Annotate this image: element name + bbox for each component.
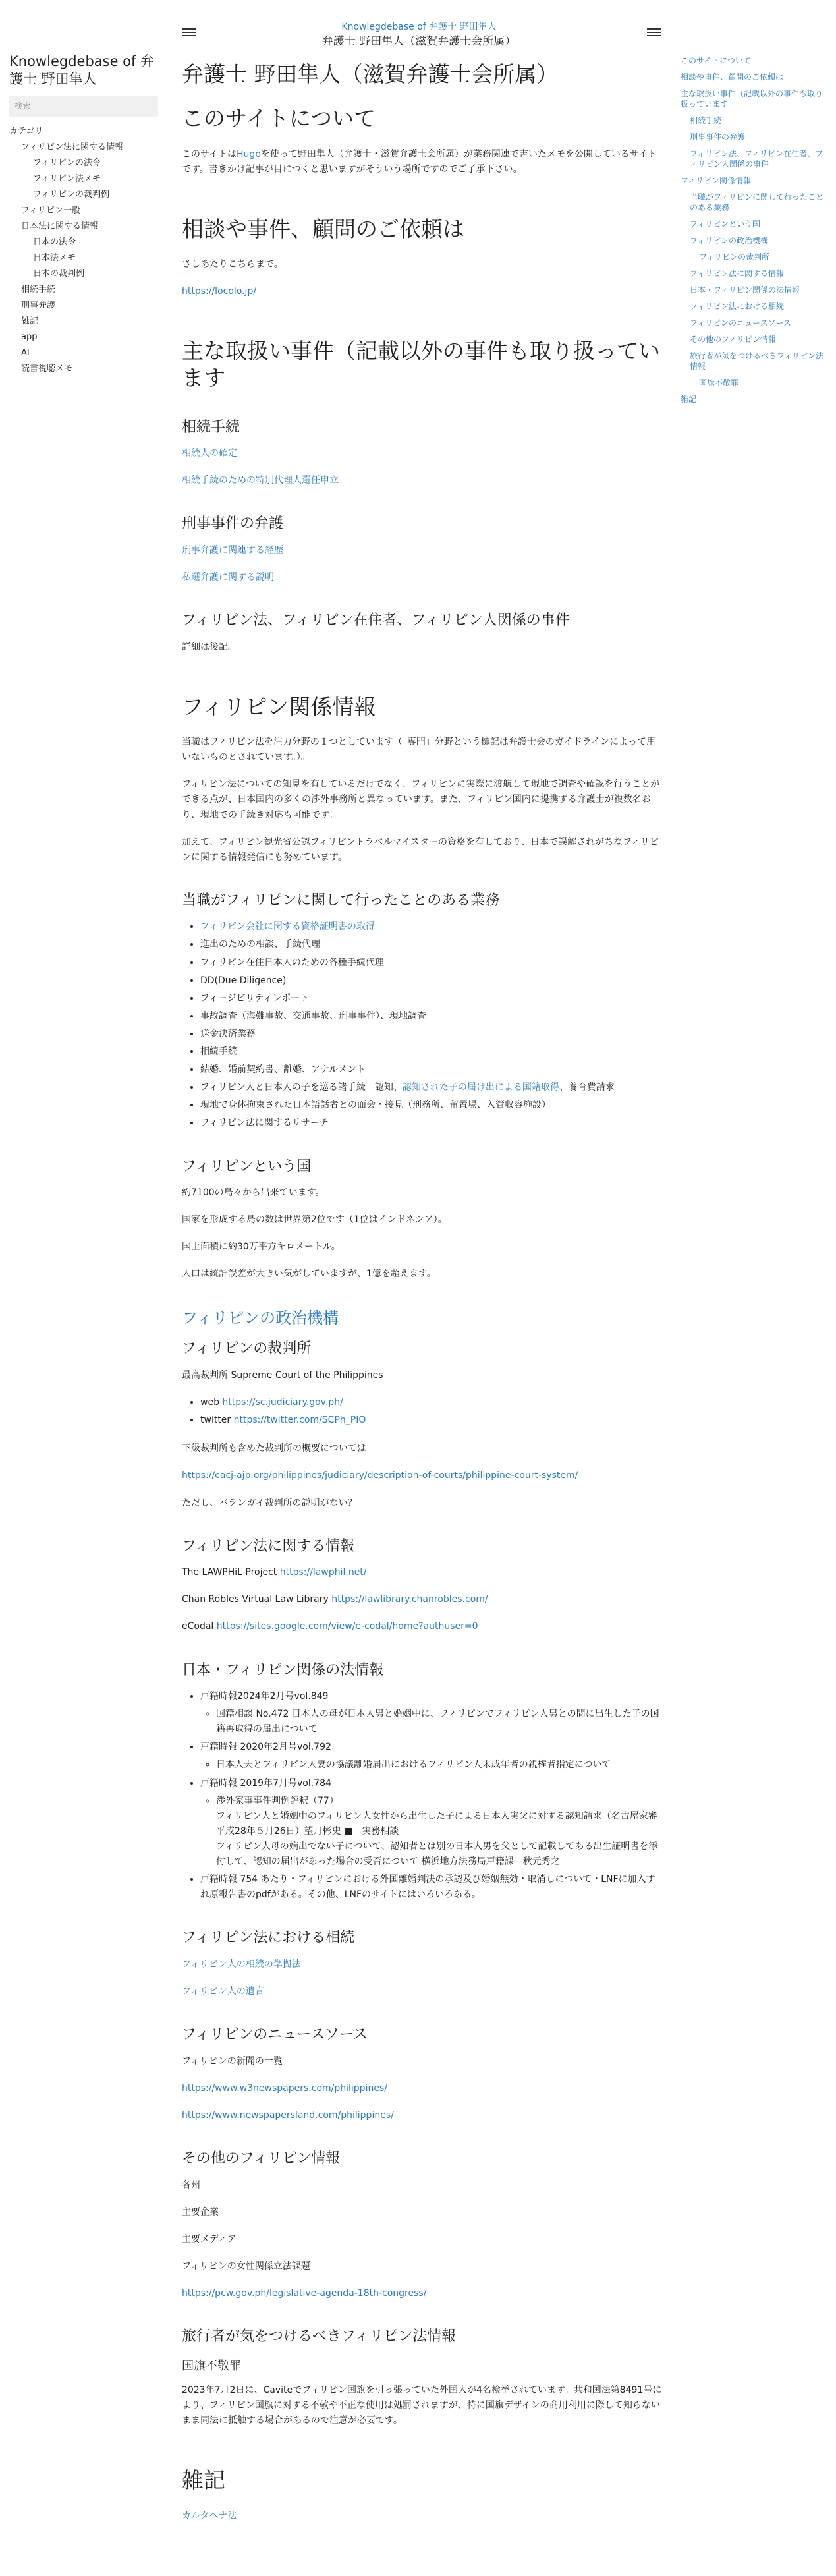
list-item: [200, 919, 663, 934]
list-item: • 送金決済業務: [200, 1027, 663, 1042]
court-paragraph-3: ただし、バランガイ裁判所の説明がない？: [182, 1497, 357, 1508]
nationality-acquisition-link[interactable]: 認知された子の届け出による国籍取得: [402, 1082, 559, 1093]
country-paragraph: 国家を形成する島の数は世界第2位です（1位はインドネシア）。: [182, 1215, 447, 1226]
criminal-link-1[interactable]: 刑事弁護に関連する経歴: [182, 545, 283, 556]
table-of-contents: [681, 55, 829, 411]
list-item: • フィージビリティレポート: [200, 991, 663, 1006]
list-item: ◦ 日本人夫とフィリピン人妻の協議離婚届出におけるフィリピン人未成年者の親権者指定について: [216, 1758, 663, 1773]
chanrobles-link[interactable]: https://lawlibrary.chanrobles.com/: [331, 1594, 488, 1605]
country-paragraph: 約7100の島々から出来ています。: [182, 1188, 325, 1199]
heading-philippines: フィリピン関係情報: [182, 693, 376, 720]
sidebar-item[interactable]: 日本の法令: [33, 237, 76, 247]
heading-politics-link[interactable]: フィリピンの政治機構: [182, 1309, 339, 1328]
contact-paragraph: さしあたりこちらまで。: [182, 258, 283, 270]
list-item: ◦ 国籍相談 No.472 日本人の母が日本人男と婚姻中に、フィリピンでフィリピン人男との間に出生した子の国籍再取得の届出について: [216, 1707, 663, 1737]
sidebar-item[interactable]: 相続手続: [21, 285, 56, 295]
sidebar-item[interactable]: 日本法に関する情報: [21, 221, 99, 231]
other-paragraph: 主要企業: [182, 2206, 219, 2218]
toc-item[interactable]: フィリピンのニュースソース: [690, 318, 791, 328]
heading-about: このサイトについて: [182, 105, 376, 132]
other-paragraph: 各州: [182, 2179, 200, 2190]
hugo-link[interactable]: Hugo: [237, 148, 261, 159]
sidebar-item[interactable]: 日本の裁判例: [33, 269, 85, 279]
toc-item[interactable]: フィリピン法、フィリピン在住者、フィリピン人関係の事件: [690, 149, 823, 169]
pcw-link[interactable]: https://pcw.gov.ph/legislative-agenda-18th-congress/: [182, 2287, 427, 2299]
court-twitter-link[interactable]: https://twitter.com/SCPh_PIO: [233, 1415, 366, 1426]
toc-item[interactable]: 国旗不敬罪: [699, 378, 739, 387]
list-item: • 相続手続: [200, 1045, 663, 1060]
heading-criminal: 刑事事件の弁護: [182, 515, 284, 532]
list-item: • 現地で身体拘束された日本語話者との面会・接見（刑務所、留置場、入管収容施設）: [200, 1098, 663, 1113]
law-source: Chan Robles Virtual Law Library https://lawlibrary.chanrobles.com/: [182, 1594, 488, 1605]
toc-item[interactable]: 雑記: [681, 395, 697, 404]
toc-item[interactable]: 当職がフィリピンに関して行ったことのある業務: [690, 192, 824, 212]
list-item: • 戸籍時報2024年2月号vol.849 ◦ 国籍相談 No.472 日本人の母が日本人男と婚姻中に、フィリピンでフィリピン人男との間に出生した子の国籍再取得の届出について: [200, 1689, 663, 1737]
toc-item[interactable]: 日本・フィリピン関係の法情報: [690, 285, 800, 295]
list-item: • 戸籍時報 754 あたり・フィリピンにおける外国離婚判決の承認及び婚姻無効・取消しについて・LNFに加入すれ原報告書のpdfがある。その他、LNFのサイトにはいろいろある。: [200, 1872, 663, 1903]
ecodal-link[interactable]: https://sites.google.com/view/e-codal/home?authuser=0: [216, 1621, 478, 1632]
heading-cases: 主な取扱い事件（記載以外の事件も取り扱っています: [182, 338, 660, 391]
heading-ph-inheritance: フィリピン法における相続: [182, 1930, 355, 1947]
sidebar-item[interactable]: 雑記: [21, 316, 39, 326]
list-item: • web https://sc.judiciary.gov.ph/: [200, 1395, 663, 1410]
heading-ph-cases: フィリピン法、フィリピン在住者、フィリピン人関係の事件: [182, 612, 570, 629]
sidebar-item[interactable]: フィリピンの法令: [33, 158, 101, 168]
cartagena-link[interactable]: カルタヘナ法: [182, 2510, 237, 2521]
jp-ph-law-list: [182, 1689, 663, 1903]
sidebar-item[interactable]: フィリピン法メモ: [33, 174, 101, 184]
list-item: • フィリピン在住日本人のための各種手続代理: [200, 956, 663, 971]
sidebar-item[interactable]: 刑事弁護: [21, 301, 56, 310]
news-link-1[interactable]: https://www.w3newspapers.com/philippines/: [182, 2082, 387, 2094]
news-link-2[interactable]: https://www.newspapersland.com/philippines/: [182, 2109, 394, 2121]
toc-item[interactable]: フィリピン法に関する情報: [690, 269, 785, 278]
law-source: eCodal https://sites.google.com/view/e-codal/home?authuser=0: [182, 1621, 478, 1632]
heading-work: 当職がフィリピンに関して行ったことのある業務: [182, 892, 500, 909]
lawphil-link[interactable]: https://lawphil.net/: [279, 1567, 367, 1578]
work-list: [182, 919, 663, 1131]
inheritance-link-1[interactable]: 相続人の確定: [182, 448, 237, 459]
philippines-paragraph-2: フィリピン法についての知見を有しているだけでなく、フィリピンに実際に渡航して現地で調査や確認を行うことができる点が、日本国内の多くの渉外事務所と異なっています。また、フィリピン国内に提携する弁護士が複数名おり、現地での手続き対応も可能です。: [182, 779, 660, 820]
ph-inheritance-link-2[interactable]: フィリピン人の遺言: [182, 1986, 264, 1997]
heading-misc: 雑記: [182, 2467, 225, 2494]
list-item: • 結婚、婚前契約書、離婚、アナルメント: [200, 1062, 663, 1077]
flag-paragraph: 2023年7月2日に、Caviteでフィリピン国旗を引っ張っていた外国人が4名検挙されています。共和国法第8491号により、フィリピン国旗に対する不敬や不正な使用は処罰されますが、特に国旗デザインの商用利用に際して知らないまま同法に抵触する場合があるので注意が必要です。: [182, 2385, 662, 2426]
ph-inheritance-link-1[interactable]: フィリピン人の相続の準拠法: [182, 1959, 301, 1970]
toc-item[interactable]: フィリピンという国: [690, 219, 761, 229]
list-item: • フィリピン人と日本人の子を巡る諸手続 認知、認知された子の届け出による国籍取得、養育費請求: [200, 1080, 663, 1095]
sidebar: [0, 0, 169, 2576]
law-source: The LAWPHiL Project https://lawphil.net/: [182, 1567, 367, 1578]
list-item: • twitter https://twitter.com/SCPh_PIO: [200, 1413, 663, 1428]
toc-item[interactable]: フィリピン関係情報: [681, 176, 752, 185]
company-certificate-link[interactable]: フィリピン会社に関する資格証明書の取得: [200, 921, 375, 932]
country-paragraph: 人口は統計誤差が大きい気がしていますが、1億を超えます。: [182, 1269, 436, 1280]
philippines-paragraph-3: 加えて、フィリピン観光省公認フィリピントラベルマイスターの資格を有しており、日本で誤解されがちなフィリピンに関する情報発信にも努めています。: [182, 836, 659, 863]
heading-country: フィリピンという国: [182, 1158, 312, 1175]
other-paragraph: フィリピンの女性関係立法課題: [182, 2260, 310, 2272]
heading-law-info: フィリピン法に関する情報: [182, 1537, 355, 1555]
toc-item[interactable]: フィリピン法における相続: [690, 302, 785, 311]
toc-item[interactable]: フィリピンの政治機構: [690, 236, 769, 245]
court-web-link[interactable]: https://sc.judiciary.gov.ph/: [222, 1397, 343, 1408]
list-item: • フィリピン法に関するリサーチ: [200, 1116, 663, 1131]
sidebar-item[interactable]: 日本法メモ: [33, 253, 76, 263]
header: [169, 0, 669, 63]
country-paragraph: 国土面積に約30万平方キロメートル。: [182, 1242, 341, 1253]
toc-item[interactable]: その他のフィリピン情報: [690, 335, 777, 344]
toc-item[interactable]: 主な取扱い事件（記載以外の事件も取り扱っています: [681, 89, 823, 109]
heading-inheritance: 相続手続: [182, 418, 240, 436]
criminal-link-2[interactable]: 私選弁護に関する説明: [182, 572, 274, 583]
heading-courts: フィリピンの裁判所: [182, 1340, 312, 1358]
main-content: [182, 61, 663, 2536]
other-paragraph: 主要メディア: [182, 2233, 237, 2245]
sidebar-item[interactable]: フィリピン一般: [21, 206, 80, 215]
locolo-link[interactable]: https://locolo.jp/: [182, 286, 257, 297]
ph-cases-paragraph: 詳細は後記。: [182, 641, 237, 652]
list-item: • 進出のための相談、手続代理: [200, 937, 663, 952]
heading-jp-ph-law: 日本・フィリピン関係の法情報: [182, 1661, 384, 1678]
page-title: 弁護士 野田隼人（滋賀弁護士会所属）: [182, 61, 559, 87]
philippines-paragraph-1: 当職はフィリピン法を注力分野の１つとしています（「専門」分野という標記は弁護士会のガイドラインによって用いないものとされています。）。: [182, 737, 656, 763]
sidebar-item[interactable]: カテゴリ: [9, 127, 43, 136]
toc-item[interactable]: 旅行者が気をつけるべきフィリピン法情報: [690, 351, 824, 371]
list-item: ◦ 渉外家事事件判例評釈（77） フィリピン人と婚姻中のフィリピン人女性から出生した子による日本人実父に対する認知請求（名古屋家審平成28年５月26日）望月彬史 ■ 実務相談 フィリピン人母の嫡出でない子について、認知者とは別の日本人男を父として記載してある出生証明書を添付して、認知の届出があった場合の受否について 横浜地方法務局戸籍課 秋元秀之: [216, 1794, 663, 1870]
sidebar-item[interactable]: 読書視聴メモ: [21, 364, 73, 374]
toc-toggle-icon[interactable]: [647, 26, 661, 38]
list-item: • 事故調査（海難事故、交通事故、刑事事件）、現地調査: [200, 1009, 663, 1024]
header-page-title: 弁護士 野田隼人（滋賀弁護士会所属）: [321, 35, 516, 48]
inheritance-link-2[interactable]: 相続手続のための特別代理人選任申立: [182, 475, 339, 486]
toc-item[interactable]: 刑事事件の弁護: [690, 132, 746, 142]
list-item: • 戸籍時報 2020年2月号vol.792 ◦ 日本人夫とフィリピン人妻の協議離婚届出におけるフィリピン人未成年者の親権者指定について: [200, 1740, 663, 1773]
court-list: [182, 1395, 663, 1428]
heading-travel: 旅行者が気をつけるべきフィリピン法情報: [182, 2328, 457, 2345]
sidebar-item[interactable]: フィリピン法に関する情報: [21, 142, 123, 152]
heading-other-info: その他のフィリピン情報: [182, 2150, 341, 2167]
sidebar-item[interactable]: AI: [21, 348, 30, 358]
toc-item[interactable]: フィリピンの裁判所: [699, 252, 770, 262]
court-paragraph-2: 下級裁判所も含めた裁判所の概要については: [182, 1443, 366, 1454]
heading-flag: 国旗不敬罪: [182, 2359, 241, 2373]
toc-item[interactable]: 相続手続: [690, 116, 722, 125]
court-system-link[interactable]: https://cacj-ajp.org/philippines/judiciary/description-of-courts/philippine-court-system/: [182, 1470, 578, 1481]
court-paragraph: 最高裁判所 Supreme Court of the Philippines: [182, 1370, 383, 1381]
heading-news: フィリピンのニュースソース: [182, 2026, 368, 2044]
site-title[interactable]: Knowlegdebase of 弁護士 野田隼人: [9, 53, 155, 87]
news-paragraph: フィリピンの新聞の一覧: [182, 2055, 283, 2067]
toc-item[interactable]: 相談や事件、顧問のご依頼は: [681, 72, 784, 82]
sidebar-nav: [9, 124, 165, 377]
about-paragraph: このサイトはHugoを使って野田隼人（弁護士・滋賀弁護士会所属）が業務関連で書いたメモを公開しているサイトです。書きかけ記事が目につくと思いますがそういう場所ですのでご了承下さい。: [182, 148, 657, 175]
list-item: • 戸籍時報 2019年7月号vol.784 ◦ 渉外家事事件判例評釈（77） フィリピン人と婚姻中のフィリピン人女性から出生した子による日本人実父に対する認知請求（名古屋家審平成28年５月26日）望月彬史 ■ 実務相談 フィリピン人母の嫡出でない子について、認知者とは別の日本人男を父として記載してある出生証明書を添付して、認知の届出があった場合の受否について 横浜地方法務局戸籍課 秋元秀之: [200, 1776, 663, 1870]
sidebar-item[interactable]: フィリピンの裁判例: [33, 190, 109, 200]
sidebar-item[interactable]: app: [21, 332, 38, 342]
heading-contact: 相談や事件、顧問のご依頼は: [182, 215, 464, 242]
breadcrumb-site-link[interactable]: Knowlegdebase of 弁護士 野田隼人: [341, 22, 497, 32]
search-input[interactable]: [9, 96, 158, 117]
toc-item[interactable]: このサイトについて: [681, 56, 751, 65]
list-item: • DD(Due Diligence): [200, 973, 663, 988]
